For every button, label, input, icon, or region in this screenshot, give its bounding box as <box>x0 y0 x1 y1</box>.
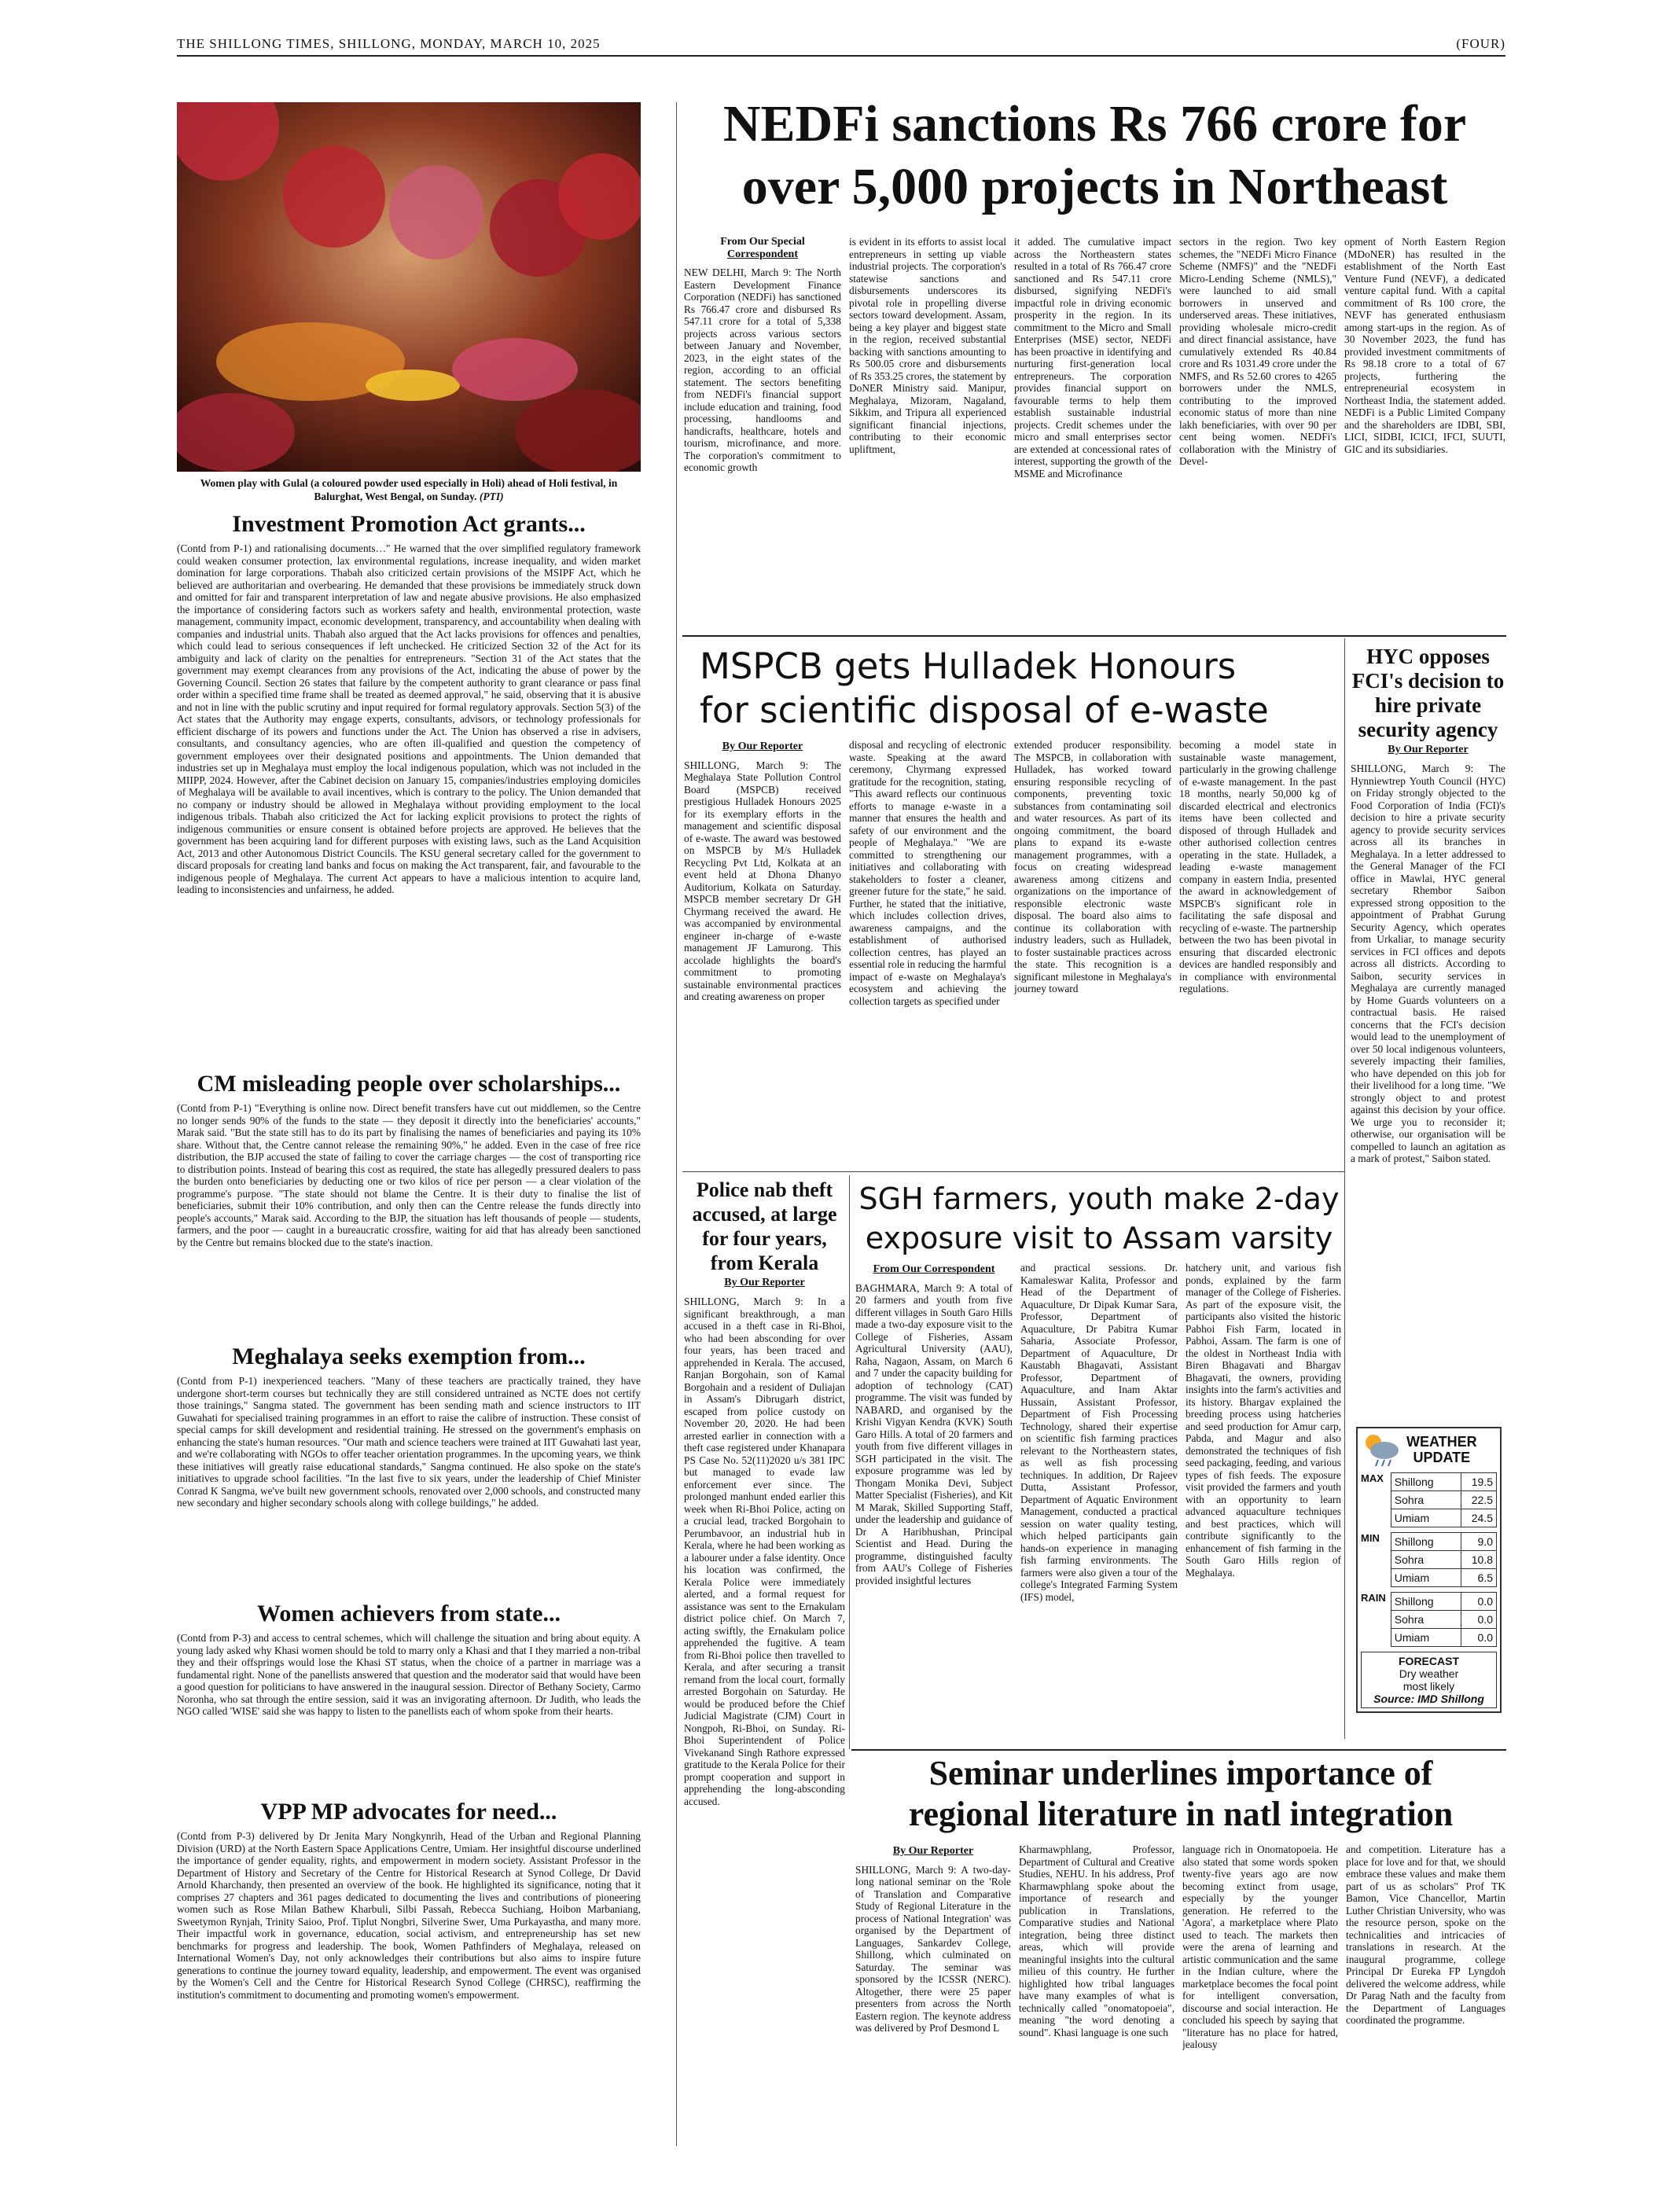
seminar-col1-text: SHILLONG, March 9: A two-day-long national seminar on the 'Role of Translation and Comparative Study of Regional Literature in the process of National Integration' was organised by the Department of Languages, Sankardev College, Shillong, which culminated on Saturday. The seminar was sponsored by the ICSSR (NERC). Altogether, there were 25 paper presenters from across the North Eastern region. The keynote address was delivered by Prof Desmond L <box>855 1863 1011 2034</box>
weather-value: 10.8 <box>1461 1551 1497 1569</box>
weather-max-label: MAX <box>1361 1472 1384 1484</box>
sgh-headline-line1: SGH farmers, youth make 2-day <box>858 1182 1340 1216</box>
forecast-line2: most likely <box>1402 1680 1455 1693</box>
weather-rain <box>1361 1592 1497 1647</box>
women-headline: Women achievers from state... <box>256 1601 561 1626</box>
seminar-byline: By Our Reporter <box>892 1845 974 1857</box>
mspcb-col1 <box>684 739 841 1163</box>
seminar-col1 <box>855 1843 1011 2142</box>
police-body: SHILLONG, March 9: In a significant breakthrough, a man accused in a theft case in Ri-Bhoi, who had been absconding for over four years, has been traced and apprehended in Kerala. The accused, Ranjan Borgohain, son of Kamal Borgohain and a resident of Duliajan in Assam's Dibrugarh district, escaped from police custody on November 20, 2020. He had been arrested earlier in connection with a theft case registered under Khanapara PS Case No. 52(11)2020 u/s 381 IPC but managed to evade law enforcement ever since. The prolonged manhunt ended earlier this week when Ri-Bhoi Police, acting on a crucial lead, tracked Borgohain to Perumbavoor, an industrial hub in Kerala, where he had been working as a labourer under a false identity. Once his location was confirmed, the Kerala Police were immediately alerted, and a formal request for assistance was sent to the Ernakulam district police chief. On March 7, acting swiftly, the Ernakulam police apprehended the fugitive. A team from Ri-Bhoi police then travelled to Kerala, and after securing a transit remand from the local court, formally arrested Borgohain on Saturday. He would be produced before the Chief Judicial Magistrate (CJM) Court in Nongpoh, Ri-Bhoi, on Sunday. Ri-Bhoi Superintendent of Police Vivekanand Singh Rathore expressed gratitude to the Kerala Police for their prompt cooperation and support in apprehending the long-absconding accused. <box>684 1296 845 1807</box>
weather-max <box>1361 1472 1497 1527</box>
page-number: (FOUR) <box>1456 36 1505 51</box>
weather-value: 19.5 <box>1461 1473 1497 1491</box>
forecast-label: FORECAST <box>1399 1655 1459 1667</box>
weather-place: Umiam <box>1391 1629 1461 1647</box>
women-body: (Contd from P-3) and access to central schemes, which will challenge the situation and bring about equity. A young lady asked why Khasi women should be told to marry only a Khasi and that I they married a non-tribal they and their offsprings would lose the Khasi ST status, when the choice of a partner in marriage was a fundamental right. None of the panellists answered that question and the moderator said that would have been a good question for politicians to have answered in the inaugural session. Director of Bethany Society, Carmo Noronha, who sat through the entire session, said it was an invigorating afternoon. Dr Judith, who leads the NGO called 'WISE' said she was happy to listen to the panellists each of whom spoke from their hearts. <box>177 1632 641 1717</box>
nedfi-col1 <box>684 236 841 629</box>
nedfi-col4: sectors in the region. Two key schemes, the "NEDFi Micro Finance Scheme (NMFS)" and the "NEDFi Micro-Lending Scheme (NMLS)," were launched to aid small borrowers in unserved and underserved areas. These initiatives, providing wholesale micro-credit and direct financial assistance, have cumulatively extended Rs 40.84 crore and Rs 1031.49 crore under the NMFS, and Rs 52.60 crores to 4265 borrowers under the NMLS, contributing to the improved economic status of more than nine lakh beneficiaries, with over 90 per cent being women. NEDFi's collaboration with the Ministry of Devel- <box>1179 236 1336 467</box>
column-divider <box>676 102 677 2146</box>
weather-min <box>1361 1532 1497 1587</box>
section-divider <box>682 1171 1345 1172</box>
weather-place: Shillong <box>1391 1593 1461 1611</box>
mspcb-headline-line1: MSPCB gets Hulladek Honours <box>700 645 1237 687</box>
weather-title1: WEATHER <box>1406 1434 1477 1450</box>
hyc-headline: HYC opposes FCI's decision to hire private security agency <box>1351 645 1505 741</box>
investment-headline: Investment Promotion Act grants... <box>232 511 586 537</box>
weather-title2: UPDATE <box>1413 1450 1471 1465</box>
nedfi-col2: is evident in its efforts to assist local entrepreneurs in setting up viable industrial projects. The corporation's statewise sanctions and disbursements underscores its pivotal role in propelling diverse sectors toward development. Assam, being a key player and biggest state in the region, received substantial backing with sanctions amounting to Rs 500.05 crore and disbursements of Rs 353.25 crores, the statement by DoNER Ministry said. Manipur, Meghalaya, Mizoram, Nagaland, Sikkim, and Tripura all experienced significant financial injections, contributing to their economic upliftment, <box>849 236 1006 455</box>
weather-icon <box>1361 1432 1402 1468</box>
vpp-body: (Contd from P-3) delivered by Dr Jenita Mary Nongkynrih, Head of the Urban and Regional Planning Division (URD) at the North Eastern Space Applications Centre, Umiam. Her insightful discourse underlined the importance of gender equality, rights, and empowerment in modern society. Assistant Professor in the Department of History and Secretary of the Centre for Historical Research at Synod College, Dr David Arnold Kharchandy, then presented an overview of the book. He highlighted its significance, noting that it comprises 27 chapters and 361 pages dedicated to documenting the lives and contributions of pioneering women such as Rose Milan Bathew Kharbuli, Silbi Passah, Rebecca Suchiang, Hoibon Marbaniang, Sweetymon Rynjah, Trinity Saioo, Prof. Tiplut Nongbri, Silverine Swer, Uma Purkayastha, and many more. Their impactful work in governance, education, social activism, and entrepreneurship has set new benchmarks for progress and leadership. The book, Women Pathfinders of Meghalaya, released on International Women's Day, not only acknowledges their contributions but also aims to inspire future generations to continue the journey toward equality, leadership, and empowerment. The event was organised by the Women's Cell and the Centre for Historical Research Synod College (CHRSC), reaffirming the institution's commitment to documenting and promoting women's empowerment. <box>177 1830 641 2001</box>
forecast-source: Source: IMD Shillong <box>1373 1693 1484 1705</box>
police-byline: By Our Reporter <box>724 1277 805 1288</box>
sgh-col3: hatchery unit, and various fish ponds, explained by the farm manager of the College of Fisheries. As part of the exposure visit, the participants also visited the historic Pabhoi Fish Farm, located in Pabhoi, Assam. The farm is one of the oldest in Northeast India with Biren Bhagavati and Bhargav Bhagavati, the owners, providing insights into the farm's activities and its history. Bhargav explained the breeding process using hatcheries and seed production for Amur carp, Pabda, and Magur and also demonstrated the techniques of fish seed packaging, feeding, and various types of fish feeds. The exposure visit provided the farmers and youth with an opportunity to learn advanced aquaculture techniques and best practices, which will contribute significantly to the enhancement of fish farming in the South Garo Hills region of Meghalaya. <box>1186 1262 1341 1579</box>
sgh-byline: From Our Correspondent <box>873 1263 995 1275</box>
weather-value: 0.0 <box>1461 1611 1497 1629</box>
holi-photo <box>177 102 641 472</box>
hyc-body: SHILLONG, March 9: The Hynniewtrep Youth Council (HYC) on Friday strongly objected to the Food Corporation of India (FCI)'s decision to hire a private security agency to provide security services across all its branches in Meghalaya. In a letter addressed to the General Manager of the FCI office in Mawlai, HYC general secretary Rhembor Saibon expressed strong opposition to the appointment of Prabhat Gurung Security Agency, which operates from Urkaliar, to manage security services in FCI offices and depots across all districts. According to Saibon, security services in Meghalaya are currently managed by Home Guards volunteers on a contractual basis. He raised concerns that the FCI's decision would lead to the unemployment of over 50 local indigenous volunteers, severely impacting their families, who have depended on this job for their livelihood for a long time. "We strongly object to and protest against this decision by your office. We urge you to reconsider it; otherwise, our organisation will be compelled to launch an agitation as a mark of protest," Saibon stated. <box>1351 763 1505 1164</box>
weather-place: Sohra <box>1391 1491 1461 1509</box>
weather-place: Shillong <box>1391 1473 1461 1491</box>
nedfi-col1-text: NEW DELHI, March 9: The North Eastern Development Finance Corporation (NEDFi) has sanctioned Rs 766.47 crore and disbursed Rs 547.11 crore for a total of 5,338 projects across various sectors between January and November, 2023, in the eight states of the region, according to an official statement. The sectors benefiting from NEDFi's financial support include education and training, food processing, handlooms and handicrafts, healthcare, hotels and tourism, microfinance, and more. The corporation's commitment to economic growth <box>684 266 841 473</box>
sgh-col1 <box>855 1262 1013 1745</box>
police-article <box>684 1178 845 1877</box>
weather-box <box>1356 1427 1502 1713</box>
weather-place: Shillong <box>1391 1533 1461 1551</box>
sgh-col2: and practical sessions. Dr. Kamaleswar Kalita, Professor and Head of the Department of Aquaculture, Dr Dipak Kumar Sara, Professor, Department of Aquaculture, Dr Pabitra Kumar Saharia, Associate Professor, Department of Aquaculture, Dr Kaustabh Bhagavati, Assistant Professor, Department of Aquaculture, and Inam Aktar Hussain, Assistant Professor, Department of Fish Processing Technology, shared their expertise on scientific fish farming practices relevant to the Northeastern states, as well as fish processing techniques. In addition, Dr Rajeev Dutta, Assistant Professor, Department of Aquatic Environment Management, conducted a practical session on water quality testing, which helped participants gain hands-on experience in managing fish farming environments. The farmers were also given a tour of the college's Integrated Farming System (IFS) model, <box>1020 1262 1178 1603</box>
seminar-headline <box>855 1753 1506 1835</box>
mspcb-byline: By Our Reporter <box>722 741 803 752</box>
weather-place: Umiam <box>1391 1509 1461 1527</box>
mspcb-headline <box>684 645 1352 733</box>
hyc-article <box>1351 645 1505 1266</box>
nedfi-headline <box>684 93 1505 219</box>
weather-forecast <box>1361 1652 1497 1708</box>
sgh-headline-line2: exposure visit to Assam varsity <box>865 1221 1333 1255</box>
weather-place: Sohra <box>1391 1551 1461 1569</box>
forecast-line1: Dry weather <box>1399 1667 1459 1680</box>
weather-value: 6.5 <box>1461 1569 1497 1587</box>
mspcb-col3: extended producer responsibility. The MSPCB, in collaboration with Hulladek, has worked toward ensuring responsible recycling of components, preventing toxic substances from contaminating soil and water resources. As part of its ongoing commitment, the board plans to expand its e-waste management programmes, with a focus on creating widespread awareness among citizens and organizations on the importance of responsible electronic waste disposal. The board also aims to continue its collaboration with industry leaders, such as Hulladek, to foster sustainable practices across the state. This recognition is a significant milestone in Meghalaya's journey toward <box>1014 739 1171 994</box>
nedfi-col5: opment of North Eastern Region (MDoNER) has resulted in the establishment of the North East Venture Fund (NEVF), a dedicated venture capital fund. With a capital commitment of Rs 100 crore, the NEVF has generated enthusiasm among start-ups in the region. As of 30 November 2023, the fund has provided investment commitments of Rs 98.18 crore to a total of 67 projects, furthering the entrepreneurial ecosystem in Northeast India, the statement added. NEDFi is a Public Limited Company and the shareholders are IDBI, SBI, LICI, SIDBI, ICICI, IFCI, SUUTI, GIC and its subsidiaries. <box>1344 236 1505 455</box>
seminar-headline-line2: regional literature in natl integration <box>908 1795 1454 1833</box>
weather-value: 0.0 <box>1461 1593 1497 1611</box>
police-headline: Police nab theft accused, at large for four years, from Kerala <box>692 1178 837 1274</box>
nedfi-col3: it added. The cumulative impact across the Northeastern states resulted in a total of Rs 766.47 crore sanctioned and Rs 547.11 crore disbursed, signifying NEDFi's impactful role in driving economic prosperity in the region. In its commitment to the Micro and Small Enterprises (MSE) sector, NEDFi has been proactive in identifying and nurturing first-generation local entrepreneurs. The corporation provides financial support on favourable terms to help them establish sustainable industrial projects. Credit schemes under the micro and small enterprises sector are extended at concessional rates of interest, supporting the growth of the MSME and Microfinance <box>1014 236 1171 480</box>
nedfi-headline-line1: NEDFi sanctions Rs 766 crore for <box>722 95 1467 153</box>
section-divider <box>682 635 1506 637</box>
column-divider <box>849 1175 850 1749</box>
investment-body: (Contd from P-1) and rationalising documents…" He warned that the over simplified regulatory framework could weaken consumer protection, lax environmental regulations, increase inequality, and widen market domination for large corporations. Thabah also criticized certain provisions of the MSIPF Act, which he believed are authoritarian and overbearing. He demanded that these provisions be immediately struck down and omitted for fair and transparent interpretation of law and negate abusive provisions. He also emphasized the importance of considering factors such as workers safety and health, environmental protection, waste management, community impact, economic development, transparency, and accountability when dealing with companies and industrial units. Thabah also argued that the Act lacks provisions for offences and penalties, which could lead to serious consequences if left unchecked. He criticized Section 32 of the Act for its ambiguity and lack of clarity on the penalties for entrepreneurs. "Section 31 of the Act states that the government may exempt clearances from any provisions of the Act, indicating the abuse of power by the Governing Council. Section 26 states that failure by the competent authority to grant clearance or pass final order within a specified time frame shall be treated as deemed approval," he said, observing that it is abusive and not in line with the public scrutiny and input required for formal regulatory approvals. Section 5(3) of the Act states that the Authority may engage experts, consultants, advisors, or technology professionals for efficient discharge of its powers and functions under the Act. The Union has observed a rise in advisers, consultants, and consultancy agencies, who are often ill-qualified and question the competency of government employees over their designated positions and appointments. The Union demanded that industries set up in Meghalaya must employ the local indigenous population, which was not included in the MIIPP, 2024. However, after the Cabinet decision on January 15, companies/industries employing domiciles of Meghalaya will be available to avail incentives, which is contrary to the policy. The Union demanded that no company or industry should be allowed in Meghalaya without providing employment to the local indigenous tribals. Thabah also criticized the Act for lacking explicit provisions to protect the rights of indigenous communities or ensure consent is obtained before projects are approved. He believes that the government has been acquiring land for different purposes with existing laws, such as the Land Acquisition Act, 2013 and other Autonomous District Councils. The KSU general secretary called for the government to discard proposals for creating land banks and focus on making the Act transparent, fair, and favourable to the indigenous people of Meghalaya. The current Act appears to have a malicious intention to acquire land, leading to inconsistencies and unfairness, he added. <box>177 542 641 895</box>
weather-value: 22.5 <box>1461 1491 1497 1509</box>
cm-body: (Contd from P-1) "Everything is online now. Direct benefit transfers have cut out middlemen, so the Centre no longer sends 90% of the funds to the state — they deposit it directly into the beneficiaries' accounts," Marak said. "But the state still has to do its part by finalising the names of beneficiaries and paying its 10% share. Without that, the Centre cannot release the remaining 90%," he added. Even in the case of free rice distribution, the BJP accused the state of failing to cover the carriage charges — the cost of transporting rice to distribution points. Instead of bearing this cost as required, the state has allegedly pressured dealers to pass the burden onto beneficiaries by deducting one or two kilos of rice per person — a clear violation of the programme's purpose. "The state should not blame the Centre. It is their duty to finalise the list of beneficiaries, submit their 10% contribution, and only then can the Centre release the funds directly into people's accounts," Marak said. According to the BJP, the situation has left thousands of people — students, farmers, and the poor — caught in a bureaucratic crossfire, waiting for aid that has already been sanctioned by the Centre but remains blocked due to the state's inaction. <box>177 1102 641 1248</box>
seminar-col4: and competition. Literature has a place for love and for that, we should embrace these values and make them part of us as scholars" Prof TK Bamon, Vice Chancellor, Martin Luther Christian University, who was the resource person, spoke on the technicalities and intricacies of translations in research. At the inaugural programme, college Principal Dr Eureka FP Lyngdoh delivered the welcome address, while Dr Parag Nath and the faculty from the Department of Languages coordinated the programme. <box>1346 1843 1505 2026</box>
weather-value: 24.5 <box>1461 1509 1497 1527</box>
section-divider <box>851 1749 1506 1751</box>
seminar-headline-line1: Seminar underlines importance of <box>928 1754 1433 1792</box>
meghalaya-headline: Meghalaya seeks exemption from... <box>232 1343 586 1369</box>
weather-rain-label: RAIN <box>1361 1592 1386 1604</box>
column-divider-right <box>1344 638 1345 1739</box>
weather-value: 9.0 <box>1461 1533 1497 1551</box>
left-column <box>177 511 641 2082</box>
seminar-col2: Kharmawphlang, Professor, Department of Cultural and Creative Studies, NEHU. In his address, Prof Kharmawphlang spoke about the importance of research and publication in Translations, Comparative studies and National integration, being three distinct areas, which will provide meaningful insights into the cultural milieu of this country. He further highlighted how tribal languages have many examples of what is technically called "onomatopoeia", meaning "the word denoting a sound". Khasi language is one such <box>1019 1843 1175 2038</box>
sgh-headline <box>855 1179 1343 1258</box>
photo-caption <box>197 476 621 503</box>
masthead-date: THE SHILLONG TIMES, SHILLONG, MONDAY, MARCH 10, 2025 <box>177 36 601 51</box>
mspcb-col1-text: SHILLONG, March 9: The Meghalaya State Pollution Control Board (MSPCB) received prestigious Hulladek Honours 2025 for its exemplary efforts in the management and scientific disposal of e-waste. The award was bestowed on MSPCB by M/s Hulladek Recycling Pvt Ltd, Kolkata at an event held at Dhona Dhanyo Auditorium, Kolkata on Saturday. MSPCB member secretary Dr GH Chyrmang received the award. He was accompanied by environmental engineer in-charge of e-waste management JF Lamurong. This accolade highlights the board's commitment to promoting sustainable environmental practices and creating awareness on proper <box>684 759 841 1002</box>
weather-place: Sohra <box>1391 1611 1461 1629</box>
holi-photo-image <box>177 102 641 472</box>
vpp-headline: VPP MP advocates for need... <box>260 1799 557 1825</box>
page-header <box>177 33 1505 57</box>
nedfi-byline1: From Our Special <box>720 236 805 248</box>
seminar-col3: language rich in Onomatopoeia. He also stated that some words spoken twenty-five years ago are now becoming extinct from usage, especially by the younger generation. He referred to the 'Agora', a marketplace where Plato used to teach. The markets then were the arena of learning and artistic communication and the same in the Indian culture, where the marketplace becomes the focal point for intelligent conversation, discourse and social interaction. He concluded his speech by saying that "literature has no place for hatred, jealousy <box>1182 1843 1338 2050</box>
mspcb-col4: becoming a model state in sustainable waste management, particularly in the growing challenge of e-waste management. In the past 18 months, nearly 50,000 kg of discarded electrical and electronics items have been collected and disposed of through Hulladek and other authorised collection centres operating in the state. Hulladek, a leading e-waste management company in eastern India, presented the award in acknowledgement of MSPCB's significant role in facilitating the safe disposal and recycling of e-waste. The partnership between the two has been pivotal in ensuring that discarded electronic devices are handled responsibly and in compliance with environmental regulations. <box>1179 739 1336 994</box>
weather-value: 0.0 <box>1461 1629 1497 1647</box>
meghalaya-body: (Contd from P-1) inexperienced teachers. "Many of these teachers are practically trained, they have undergone short-term courses but technically they are still considered untrained as NCTE does not certify those trainings," Sangma stated. The government has been sending math and science instructors to IIT Guwahati for specialised training programmes in an effort to raise the calibre of instruction. These consist of special camps for skill development and residential training. He stressed on the government's emphasis on enhancing the state's human resources. "Our math and science teachers were trained at IIT Guwahati last year, and we're collaborating with NGOs to offer teacher orientation programmes. In the upcoming years, we think these initiatives will greatly raise educational standards," Sangma continued. He also spoke on the state's initiatives to upgrade school facilities. "In the last five to six years, under the leadership of Chief Minister Conrad K Sangma, we've built new government schools, renovated over 2,000 schools, and constructed many new secondary and higher secondary schools along with college buildings," he added. <box>177 1375 641 1509</box>
photo-caption-text: Women play with Gulal (a coloured powder used especially in Holi) ahead of Holi festival, in Balurghat, West Bengal, on Sunday. <box>200 477 618 502</box>
weather-min-label: MIN <box>1361 1532 1380 1544</box>
nedfi-headline-line2: over 5,000 projects in Northeast <box>741 158 1448 215</box>
mspcb-headline-line2: for scientific disposal of e-waste <box>700 689 1269 731</box>
cm-headline: CM misleading people over scholarships... <box>197 1071 621 1097</box>
photo-credit: (PTI) <box>479 491 504 502</box>
mspcb-col2: disposal and recycling of electronic waste. Speaking at the award ceremony, Chyrmang expressed gratitude for the recognition, stating, "This award reflects our continuous efforts to manage e-waste in a manner that ensures the health and safety of our environment and the people of Meghalaya." "We are committed to strengthening our initiatives and collaborating with stakeholders to foster a cleaner, greener future for the state," he said. Further, he stated that the initiative, which includes collection drives, awareness campaigns, and the establishment of authorised collection centres, has played an essential role in reducing the harmful impact of e-waste on Meghalaya's ecosystem and achieving the collection targets as specified under <box>849 739 1006 1007</box>
nedfi-byline2: Correspondent <box>727 248 798 260</box>
sgh-col1-text: BAGHMARA, March 9: A total of 20 farmers and youth from five different villages in South Garo Hills made a two-day exposure visit to the College of Fisheries, Assam Agricultural University (AAU), Raha, Nagaon, Assam, on March 6 and 7 under the capacity building for adoption of technology (CAT) programme. The visit was funded by NABARD, and organised by the Krishi Vigyan Kendra (KVK) South Garo Hills. A total of 20 farmers and youth from five different villages in SGH participated in the visit. The exposure programme was led by Thongam Monika Devi, Subject Matter Specialist (Fisheries), and Kit M Marak, Skilled Supporting Staff, under the leadership and guidance of Dr A Haribhushan, Principal Scientist and Head. During the programme, distinguished faculty from AAU's College of Fisheries provided insightful lectures <box>855 1281 1013 1586</box>
hyc-byline: By Our Reporter <box>1388 744 1469 755</box>
weather-place: Umiam <box>1391 1569 1461 1587</box>
